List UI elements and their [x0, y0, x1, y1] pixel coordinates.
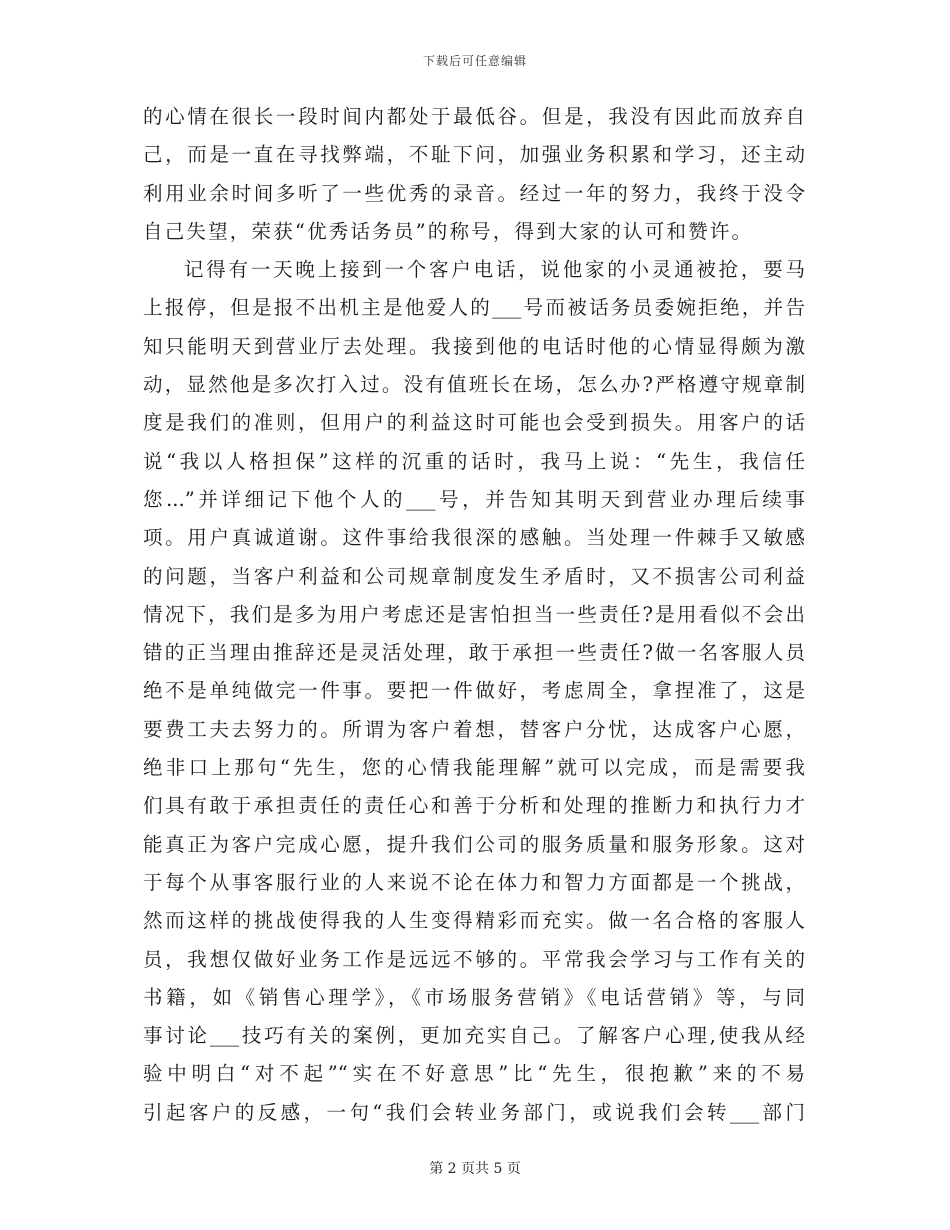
text-line: 己，而是一直在寻找弊端，不耻下问，加强业务积累和学习，还主动 — [143, 143, 805, 167]
text-line: 然而这样的挑战使得我的人生变得精彩而充实。做一名合格的客服人 — [143, 909, 805, 933]
text-line: 记得有一天晚上接到一个客户电话，说他家的小灵通被抢，要马 — [184, 258, 805, 282]
text-line: 们具有敢于承担责任的责任心和善于分析和处理的推断力和执行力才 — [143, 794, 805, 818]
text-line: 知只能明天到营业厅去处理。我接到他的电话时他的心情显得颇为激 — [143, 334, 805, 358]
text-line: 您...”并详细记下他个人的___号，并告知其明天到营业办理后续事 — [143, 487, 805, 511]
text-line: 验中明白“对不起”“实在不好意思”比“先生，很抱歉”来的不易 — [143, 1062, 805, 1086]
text-line: 情况下，我们是多为用户考虑还是害怕担当一些责任?是用看似不会出 — [143, 602, 805, 626]
text-line: 度是我们的准则，但用户的利益这时可能也会受到损失。用客户的话 — [143, 411, 805, 435]
text-line: 利用业余时间多听了一些优秀的录音。经过一年的努力，我终于没令 — [143, 181, 805, 205]
page-number: 第 2 页共 5 页 — [429, 1161, 521, 1177]
text-line: 绝不是单纯做完一件事。要把一件做好，考虑周全，拿捏准了，这是 — [143, 679, 805, 703]
text-line: 书籍，如《销售心理学》，《市场服务营销》《电话营销》等，与同 — [143, 985, 805, 1009]
text-line: 错的正当理由推辞还是灵活处理，敢于承担一些责任?做一名客服人员 — [143, 641, 805, 665]
text-line: 于每个从事客服行业的人来说不论在体力和智力方面都是一个挑战， — [143, 870, 805, 894]
text-line: 员，我想仅做好业务工作是远远不够的。平常我会学习与工作有关的 — [143, 947, 805, 971]
text-line: 动，显然他是多次打入过。没有值班长在场，怎么办?严格遵守规章制 — [143, 373, 805, 397]
text-line: 绝非口上那句“先生，您的心情我能理解”就可以完成，而是需要我 — [143, 756, 805, 780]
document-body — [143, 98, 805, 1132]
text-line: 要费工夫去努力的。所谓为客户着想，替客户分忧，达成客户心愿， — [143, 717, 805, 741]
text-line: 项。用户真诚道谢。这件事给我很深的感触。当处理一件棘手又敏感 — [143, 526, 805, 550]
text-line: 引起客户的反感，一句“我们会转业务部门，或说我们会转___部门 — [143, 1100, 805, 1124]
text-line: 的问题，当客户利益和公司规章制度发生矛盾时，又不损害公司利益 — [143, 564, 805, 588]
text-line: 自己失望，荣获“优秀话务员”的称号，得到大家的认可和赞许。 — [143, 219, 754, 243]
text-line: 能真正为客户完成心愿，提升我们公司的服务质量和服务形象。这对 — [143, 832, 805, 856]
text-line: 上报停，但是报不出机主是他爱人的___号而被话务员委婉拒绝，并告 — [143, 296, 805, 320]
page-header: 下载后可任意编辑 — [422, 54, 527, 68]
text-line: 说“我以人格担保”这样的沉重的话时，我马上说：“先生，我信任 — [143, 449, 805, 473]
text-line: 的心情在很长一段时间内都处于最低谷。但是，我没有因此而放弃自 — [143, 105, 805, 128]
text-line: 事讨论___技巧有关的案例，更加充实自己。了解客户心理,使我从经 — [143, 1024, 805, 1048]
